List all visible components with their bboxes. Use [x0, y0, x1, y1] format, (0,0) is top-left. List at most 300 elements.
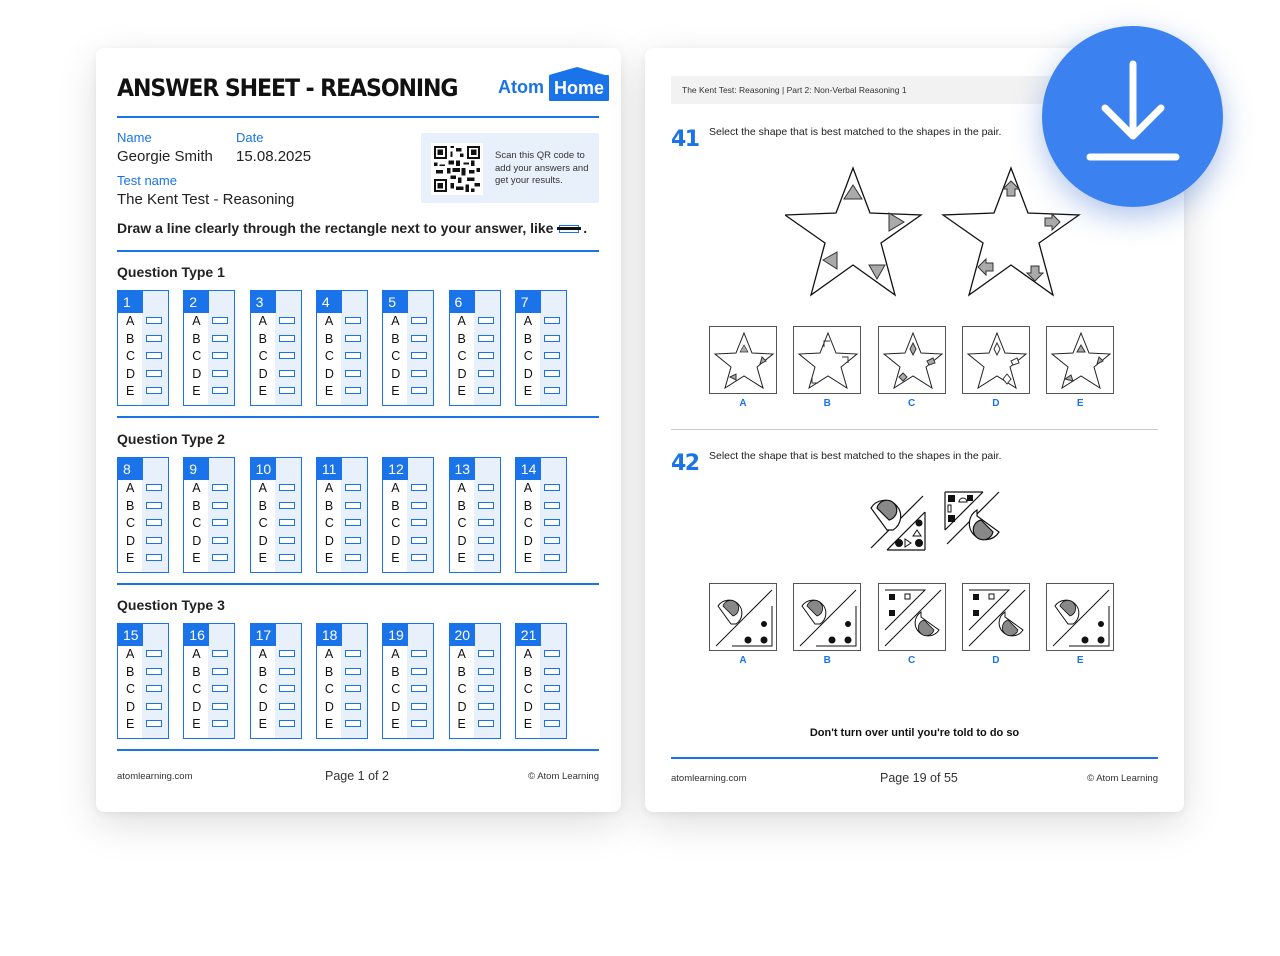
answer-rectangle[interactable] — [212, 335, 228, 342]
option-letter: B — [258, 332, 267, 346]
answer-rectangle[interactable] — [478, 519, 494, 526]
answer-rectangle[interactable] — [478, 650, 494, 657]
option-letter: B — [324, 499, 334, 513]
footer-site[interactable]: atomlearning.com — [117, 771, 193, 782]
option-letter: A — [523, 481, 533, 495]
question-number-badge: 17 — [251, 624, 276, 646]
logo-atom-text: Atom — [498, 77, 544, 97]
answer-rectangle[interactable] — [345, 703, 361, 710]
answer-rectangle[interactable] — [345, 519, 361, 526]
option-letter: A — [457, 314, 466, 328]
footer-site[interactable]: atomlearning.com — [671, 773, 747, 784]
option-letter: E — [457, 384, 466, 398]
answer-rectangle[interactable] — [411, 484, 427, 491]
answer-rectangle[interactable] — [279, 352, 295, 359]
answer-rectangle[interactable] — [411, 537, 427, 544]
option-letter: A — [258, 647, 267, 661]
answer-box — [183, 623, 235, 739]
answer-box — [449, 290, 501, 406]
option-letter: A — [192, 314, 201, 328]
answer-rectangle[interactable] — [345, 387, 361, 394]
test-name-value: The Kent Test - Reasoning — [117, 191, 295, 208]
answer-rectangle[interactable] — [345, 685, 361, 692]
question-divider — [671, 429, 1158, 430]
answer-rectangle[interactable] — [279, 502, 295, 509]
question-number-badge: 4 — [317, 291, 342, 313]
answer-box — [250, 290, 302, 406]
answer-rectangle[interactable] — [146, 370, 162, 377]
answer-option-label: E — [1076, 398, 1084, 409]
answer-rectangle[interactable] — [345, 484, 361, 491]
answer-option-label: A — [739, 398, 747, 409]
answer-rectangle[interactable] — [478, 352, 494, 359]
answer-rectangle[interactable] — [279, 554, 295, 561]
answer-rectangle[interactable] — [146, 554, 162, 561]
question-number-badge: 10 — [251, 458, 276, 480]
answer-rectangle[interactable] — [279, 685, 295, 692]
option-letter: D — [258, 367, 268, 381]
answer-rectangle[interactable] — [212, 352, 228, 359]
question-number-badge: 6 — [450, 291, 475, 313]
instruction-period: . — [583, 220, 588, 236]
option-letter: D — [457, 700, 467, 714]
logo-home-text: Home — [549, 75, 609, 101]
answer-rectangle[interactable] — [544, 370, 560, 377]
answer-rectangle[interactable] — [345, 537, 361, 544]
answer-rectangle[interactable] — [146, 502, 162, 509]
option-letter: B — [457, 499, 466, 513]
answer-rectangle[interactable] — [544, 335, 560, 342]
question-number-badge: 12 — [383, 458, 408, 480]
answer-rectangle[interactable] — [279, 650, 295, 657]
option-letter: C — [192, 516, 202, 530]
option-letter: B — [391, 499, 400, 513]
option-letter: D — [258, 534, 268, 548]
option-letter: B — [457, 665, 466, 679]
option-letter: E — [457, 551, 466, 565]
option-letter: D — [523, 534, 533, 548]
option-letter: B — [324, 332, 334, 346]
option-letter: E — [523, 384, 533, 398]
answer-option-figure[interactable] — [1046, 583, 1114, 651]
answer-rectangle[interactable] — [544, 720, 560, 727]
question-number-badge: 19 — [383, 624, 408, 646]
answer-sheet-page — [96, 48, 621, 812]
answer-rectangle[interactable] — [212, 668, 228, 675]
option-letter: D — [258, 700, 268, 714]
marking-instruction — [117, 220, 587, 236]
answer-rectangle[interactable] — [345, 335, 361, 342]
test-header: The Kent Test: Reasoning | Part 2: Non-Verbal Reasoning 1 — [671, 76, 1051, 104]
question-number-badge: 16 — [184, 624, 209, 646]
answer-box — [382, 457, 434, 573]
answer-rectangle[interactable] — [146, 317, 162, 324]
answer-rectangle[interactable] — [146, 720, 162, 727]
q42-figure-pair — [867, 488, 1003, 552]
option-letter: A — [391, 314, 400, 328]
footer-page-number: Page 19 of 55 — [880, 771, 958, 785]
answer-rectangle[interactable] — [345, 720, 361, 727]
option-letter: D — [324, 534, 334, 548]
option-letter: D — [391, 367, 401, 381]
answer-rectangle[interactable] — [478, 537, 494, 544]
answer-rectangle[interactable] — [146, 335, 162, 342]
answer-rectangle[interactable] — [411, 703, 427, 710]
answer-rectangle[interactable] — [544, 502, 560, 509]
answer-rectangle[interactable] — [411, 387, 427, 394]
instruction-divider — [117, 250, 599, 252]
option-letter: E — [324, 384, 334, 398]
question-number: 42 — [671, 451, 699, 476]
question-number-badge: 18 — [317, 624, 342, 646]
option-letter: B — [391, 332, 400, 346]
answer-rectangle[interactable] — [411, 352, 427, 359]
answer-rectangle[interactable] — [478, 335, 494, 342]
answer-rectangle[interactable] — [279, 387, 295, 394]
answer-rectangle[interactable] — [279, 484, 295, 491]
option-letter: C — [126, 516, 136, 530]
answer-rectangle[interactable] — [544, 387, 560, 394]
answer-rectangle[interactable] — [411, 650, 427, 657]
answer-rectangle[interactable] — [345, 502, 361, 509]
question-number-badge: 2 — [184, 291, 209, 313]
option-letter: D — [126, 367, 136, 381]
section-divider — [117, 583, 599, 585]
option-letter: C — [523, 349, 533, 363]
footer-copyright: © Atom Learning — [528, 771, 599, 782]
answer-rectangle[interactable] — [345, 370, 361, 377]
answer-rectangle[interactable] — [212, 519, 228, 526]
answer-option-figure[interactable] — [709, 583, 777, 651]
footer-page-number: Page 1 of 2 — [325, 769, 389, 783]
option-letter: E — [126, 384, 135, 398]
answer-option-label: A — [739, 655, 747, 666]
answer-rectangle[interactable] — [544, 519, 560, 526]
answer-option-figure[interactable] — [709, 326, 777, 394]
date-value: 15.08.2025 — [236, 148, 312, 165]
footer-copyright: © Atom Learning — [1087, 773, 1158, 784]
download-arrow-icon — [1042, 26, 1223, 207]
answer-rectangle[interactable] — [212, 502, 228, 509]
option-letter: D — [457, 367, 467, 381]
answer-rectangle[interactable] — [279, 668, 295, 675]
option-letter: C — [258, 682, 268, 696]
option-letter: A — [126, 647, 135, 661]
option-letter: E — [457, 717, 466, 731]
option-letter: E — [192, 717, 201, 731]
answer-rectangle[interactable] — [544, 317, 560, 324]
question-number-badge: 20 — [450, 624, 475, 646]
answer-rectangle[interactable] — [146, 537, 162, 544]
answer-rectangle[interactable] — [544, 537, 560, 544]
option-letter: C — [324, 349, 334, 363]
option-letter: D — [192, 534, 202, 548]
option-letter: E — [391, 717, 400, 731]
option-letter: D — [324, 700, 334, 714]
question-type-title: Question Type 2 — [117, 431, 225, 447]
option-letter: C — [457, 516, 467, 530]
answer-rectangle[interactable] — [279, 537, 295, 544]
answer-box — [449, 623, 501, 739]
option-letter: C — [457, 349, 467, 363]
title-divider — [117, 116, 599, 118]
answer-rectangle[interactable] — [279, 703, 295, 710]
answer-box — [117, 290, 169, 406]
answer-box — [316, 623, 368, 739]
answer-rectangle[interactable] — [478, 387, 494, 394]
question-number-badge: 3 — [251, 291, 276, 313]
answer-box — [515, 290, 567, 406]
option-letter: E — [324, 551, 334, 565]
option-letter: C — [324, 516, 334, 530]
answer-rectangle[interactable] — [544, 554, 560, 561]
answer-rectangle[interactable] — [279, 519, 295, 526]
option-letter: B — [457, 332, 466, 346]
option-letter: E — [192, 384, 201, 398]
option-letter: A — [258, 314, 267, 328]
answer-box — [449, 457, 501, 573]
answer-box — [183, 290, 235, 406]
option-letter: E — [258, 551, 267, 565]
section-divider — [117, 416, 599, 418]
option-letter: B — [192, 332, 201, 346]
answer-rectangle[interactable] — [544, 668, 560, 675]
option-letter: A — [391, 647, 400, 661]
answer-rectangle[interactable] — [212, 720, 228, 727]
footer-divider — [671, 757, 1158, 759]
answer-option-label: B — [823, 398, 831, 409]
option-letter: A — [457, 647, 466, 661]
option-letter: C — [258, 349, 268, 363]
answer-rectangle[interactable] — [411, 519, 427, 526]
answer-rectangle[interactable] — [544, 703, 560, 710]
answer-rectangle[interactable] — [478, 720, 494, 727]
answer-rectangle[interactable] — [544, 352, 560, 359]
answer-option-figure[interactable] — [793, 326, 861, 394]
answer-sheet-title: ANSWER SHEET - REASONING — [117, 74, 458, 102]
option-letter: E — [258, 717, 267, 731]
answer-rectangle[interactable] — [411, 685, 427, 692]
answer-rectangle[interactable] — [411, 335, 427, 342]
answer-option-figure[interactable] — [962, 326, 1030, 394]
answer-option-figure[interactable] — [878, 326, 946, 394]
option-letter: C — [523, 682, 533, 696]
answer-rectangle[interactable] — [212, 685, 228, 692]
answer-rectangle[interactable] — [478, 484, 494, 491]
answer-rectangle[interactable] — [146, 685, 162, 692]
answer-box — [316, 457, 368, 573]
answer-rectangle[interactable] — [212, 370, 228, 377]
option-letter: E — [126, 551, 135, 565]
dont-turn-over-note: Don't turn over until you're told to do so — [809, 727, 1020, 739]
option-letter: E — [258, 384, 267, 398]
option-letter: B — [126, 332, 135, 346]
instruction-text: Draw a line clearly through the rectangle next to your answer, like — [117, 220, 554, 236]
option-letter: D — [192, 367, 202, 381]
option-letter: B — [523, 499, 533, 513]
option-letter: C — [457, 682, 467, 696]
option-letter: C — [126, 682, 136, 696]
atom-home-logo — [498, 73, 609, 101]
question-number-badge: 21 — [516, 624, 541, 646]
answer-option-figure[interactable] — [793, 583, 861, 651]
answer-rectangle[interactable] — [279, 720, 295, 727]
question-number-badge: 7 — [516, 291, 541, 313]
option-letter: B — [391, 665, 400, 679]
download-button[interactable] — [1042, 26, 1223, 207]
option-letter: A — [126, 481, 135, 495]
answer-rectangle[interactable] — [345, 668, 361, 675]
answer-option-label: D — [992, 655, 1000, 666]
option-letter: D — [126, 700, 136, 714]
option-letter: E — [126, 717, 135, 731]
option-letter: B — [523, 665, 533, 679]
answer-rectangle[interactable] — [345, 317, 361, 324]
answer-option-figure[interactable] — [878, 583, 946, 651]
answer-box — [515, 457, 567, 573]
answer-rectangle[interactable] — [478, 703, 494, 710]
answer-rectangle[interactable] — [345, 352, 361, 359]
option-letter: A — [258, 481, 267, 495]
answer-rectangle[interactable] — [146, 650, 162, 657]
option-letter: D — [126, 534, 136, 548]
date-label: Date — [236, 130, 264, 145]
answer-rectangle[interactable] — [146, 703, 162, 710]
answer-rectangle[interactable] — [279, 317, 295, 324]
option-letter: B — [523, 332, 533, 346]
answer-rectangle[interactable] — [345, 650, 361, 657]
option-letter: B — [258, 665, 267, 679]
option-letter: D — [523, 700, 533, 714]
option-letter: A — [192, 481, 201, 495]
option-letter: B — [126, 499, 135, 513]
qr-code-icon[interactable] — [431, 143, 483, 195]
option-letter: A — [324, 481, 334, 495]
question-number-badge: 5 — [383, 291, 408, 313]
option-letter: D — [523, 367, 533, 381]
answer-box — [183, 457, 235, 573]
answer-box — [316, 290, 368, 406]
answer-box — [382, 623, 434, 739]
option-letter: B — [192, 499, 201, 513]
question-number-badge: 13 — [450, 458, 475, 480]
answer-rectangle[interactable] — [212, 484, 228, 491]
option-letter: C — [391, 516, 401, 530]
option-letter: E — [523, 551, 533, 565]
answer-rectangle[interactable] — [212, 650, 228, 657]
answer-box — [515, 623, 567, 739]
answer-rectangle[interactable] — [212, 317, 228, 324]
option-letter: B — [324, 665, 334, 679]
option-letter: D — [457, 534, 467, 548]
q41-star-pair — [785, 163, 1085, 303]
answer-rectangle[interactable] — [146, 484, 162, 491]
option-letter: C — [192, 682, 202, 696]
answer-rectangle[interactable] — [478, 370, 494, 377]
answer-rectangle[interactable] — [279, 335, 295, 342]
question-number-badge: 15 — [118, 624, 143, 646]
option-letter: B — [192, 665, 201, 679]
answer-rectangle[interactable] — [478, 502, 494, 509]
option-letter: A — [126, 314, 135, 328]
qr-panel — [421, 133, 599, 203]
section-divider — [117, 749, 599, 751]
option-letter: D — [391, 534, 401, 548]
answer-rectangle[interactable] — [411, 502, 427, 509]
answer-option-label: D — [992, 398, 1000, 409]
answer-rectangle[interactable] — [345, 554, 361, 561]
answer-rectangle[interactable] — [478, 317, 494, 324]
example-marked-rectangle-icon — [559, 225, 579, 233]
answer-rectangle[interactable] — [212, 537, 228, 544]
option-letter: C — [192, 349, 202, 363]
answer-rectangle[interactable] — [279, 370, 295, 377]
option-letter: E — [324, 717, 334, 731]
answer-box — [382, 290, 434, 406]
answer-option-label: B — [823, 655, 831, 666]
answer-rectangle[interactable] — [212, 703, 228, 710]
answer-box — [117, 457, 169, 573]
answer-rectangle[interactable] — [212, 387, 228, 394]
answer-rectangle[interactable] — [544, 484, 560, 491]
option-letter: B — [258, 499, 267, 513]
answer-rectangle[interactable] — [212, 554, 228, 561]
option-letter: E — [391, 384, 400, 398]
option-letter: C — [126, 349, 136, 363]
answer-rectangle[interactable] — [544, 685, 560, 692]
option-letter: D — [324, 367, 334, 381]
answer-rectangle[interactable] — [146, 519, 162, 526]
name-value: Georgie Smith — [117, 148, 213, 165]
question-type-title: Question Type 1 — [117, 264, 225, 280]
name-label: Name — [117, 130, 152, 145]
question-number-badge: 11 — [317, 458, 342, 480]
question-text: Select the shape that is best matched to the shapes in the pair. — [709, 126, 1002, 138]
answer-rectangle[interactable] — [544, 650, 560, 657]
question-text: Select the shape that is best matched to the shapes in the pair. — [709, 450, 1002, 462]
answer-rectangle[interactable] — [411, 370, 427, 377]
answer-rectangle[interactable] — [411, 668, 427, 675]
answer-option-label: E — [1076, 655, 1084, 666]
answer-rectangle[interactable] — [146, 352, 162, 359]
option-letter: E — [523, 717, 533, 731]
answer-rectangle[interactable] — [478, 685, 494, 692]
answer-rectangle[interactable] — [478, 668, 494, 675]
option-letter: C — [258, 516, 268, 530]
answer-rectangle[interactable] — [411, 554, 427, 561]
answer-rectangle[interactable] — [146, 387, 162, 394]
question-number-badge: 9 — [184, 458, 209, 480]
question-type-title: Question Type 3 — [117, 597, 225, 613]
answer-option-label: C — [907, 398, 916, 409]
option-letter: D — [391, 700, 401, 714]
option-letter: A — [324, 314, 334, 328]
option-letter: A — [523, 314, 533, 328]
answer-option-figure[interactable] — [1046, 326, 1114, 394]
qr-instruction-text: Scan this QR code to add your answers and get your results. — [495, 150, 589, 186]
answer-box — [117, 623, 169, 739]
answer-rectangle[interactable] — [411, 317, 427, 324]
question-number-badge: 8 — [118, 458, 143, 480]
option-letter: E — [192, 551, 201, 565]
option-letter: A — [523, 647, 533, 661]
option-letter: D — [192, 700, 202, 714]
answer-rectangle[interactable] — [411, 720, 427, 727]
option-letter: A — [192, 647, 201, 661]
answer-rectangle[interactable] — [478, 554, 494, 561]
answer-rectangle[interactable] — [146, 668, 162, 675]
answer-option-figure[interactable] — [962, 583, 1030, 651]
